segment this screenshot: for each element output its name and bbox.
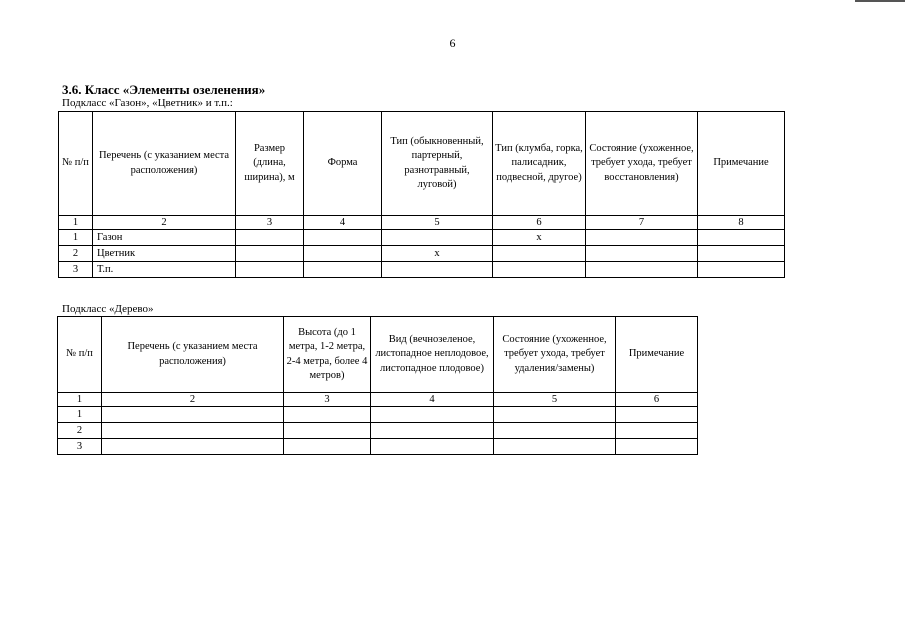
page-number: 6 [449, 36, 456, 50]
condition-cell [586, 246, 698, 262]
kind-cell [371, 439, 494, 455]
header-cell: Тип (обыкновенный, партерный, разнотравный, луговой) [382, 112, 493, 216]
size-cell [236, 246, 304, 262]
table-row [59, 230, 785, 246]
note-cell [616, 407, 698, 423]
table-row [59, 246, 785, 262]
header-cell: Примечание [698, 112, 785, 216]
header-cell: Вид (вечнозеленое, листопадное неплодовое, листопадное плодовое) [371, 317, 494, 393]
row-number-cell: 2 [59, 246, 93, 262]
list-cell: Газон [93, 230, 236, 246]
condition-cell [494, 423, 616, 439]
column-number-cell: 7 [586, 216, 698, 230]
note-cell [698, 246, 785, 262]
list-cell [102, 407, 284, 423]
column-number-cell: 5 [382, 216, 493, 230]
header-cell: № п/п [58, 317, 102, 393]
list-cell: Цветник [93, 246, 236, 262]
list-cell [102, 439, 284, 455]
type-cell [382, 262, 493, 278]
kind-cell [371, 407, 494, 423]
type2-cell [493, 246, 586, 262]
condition-cell [494, 439, 616, 455]
subclass-tree-subtitle: Подкласс «Дерево» [62, 303, 154, 315]
shape-cell [304, 230, 382, 246]
column-number-cell: 2 [93, 216, 236, 230]
header-cell: Примечание [616, 317, 698, 393]
header-cell: Размер (длина, ширина), м [236, 112, 304, 216]
type2-cell [493, 262, 586, 278]
column-number-cell: 6 [493, 216, 586, 230]
column-number-cell: 1 [59, 216, 93, 230]
type2-cell: х [493, 230, 586, 246]
column-number-cell: 1 [58, 393, 102, 407]
header-cell: Состояние (ухоженное, требует ухода, требует удаления/замены) [494, 317, 616, 393]
condition-cell [586, 230, 698, 246]
list-cell: Т.п. [93, 262, 236, 278]
header-cell: № п/п [59, 112, 93, 216]
header-cell: Состояние (ухоженное, требует ухода, требует восстановления) [586, 112, 698, 216]
lawn-flowerbed-table [58, 111, 785, 278]
condition-cell [494, 407, 616, 423]
type-cell: х [382, 246, 493, 262]
header-row [58, 317, 698, 393]
top-edge-line [855, 0, 905, 2]
column-number-cell: 5 [494, 393, 616, 407]
table-row [59, 262, 785, 278]
table-row [58, 439, 698, 455]
size-cell [236, 230, 304, 246]
column-number-cell: 3 [284, 393, 371, 407]
row-number-cell: 3 [58, 439, 102, 455]
header-cell: Тип (клумба, горка, палисадник, подвесной, другое) [493, 112, 586, 216]
height-cell [284, 423, 371, 439]
note-cell [698, 230, 785, 246]
section-title: 3.6. Класс «Элементы озеленения» [62, 82, 266, 97]
subclass-lawn-subtitle: Подкласс «Газон», «Цветник» и т.п.: [62, 97, 233, 109]
column-number-cell: 4 [304, 216, 382, 230]
column-number-row [58, 393, 698, 407]
kind-cell [371, 423, 494, 439]
note-cell [698, 262, 785, 278]
row-number-cell: 3 [59, 262, 93, 278]
height-cell [284, 407, 371, 423]
height-cell [284, 439, 371, 455]
column-number-cell: 4 [371, 393, 494, 407]
type-cell [382, 230, 493, 246]
header-cell: Форма [304, 112, 382, 216]
note-cell [616, 423, 698, 439]
note-cell [616, 439, 698, 455]
column-number-cell: 6 [616, 393, 698, 407]
table-row [58, 423, 698, 439]
column-number-cell: 3 [236, 216, 304, 230]
shape-cell [304, 246, 382, 262]
size-cell [236, 262, 304, 278]
table-row [58, 407, 698, 423]
shape-cell [304, 262, 382, 278]
header-cell: Перечень (с указанием места расположения) [93, 112, 236, 216]
header-cell: Перечень (с указанием места расположения) [102, 317, 284, 393]
column-number-cell: 2 [102, 393, 284, 407]
row-number-cell: 1 [59, 230, 93, 246]
row-number-cell: 1 [58, 407, 102, 423]
tree-table [57, 316, 698, 455]
condition-cell [586, 262, 698, 278]
row-number-cell: 2 [58, 423, 102, 439]
column-number-cell: 8 [698, 216, 785, 230]
list-cell [102, 423, 284, 439]
header-row [59, 112, 785, 216]
column-number-row [59, 216, 785, 230]
header-cell: Высота (до 1 метра, 1-2 метра, 2-4 метра, более 4 метров) [284, 317, 371, 393]
